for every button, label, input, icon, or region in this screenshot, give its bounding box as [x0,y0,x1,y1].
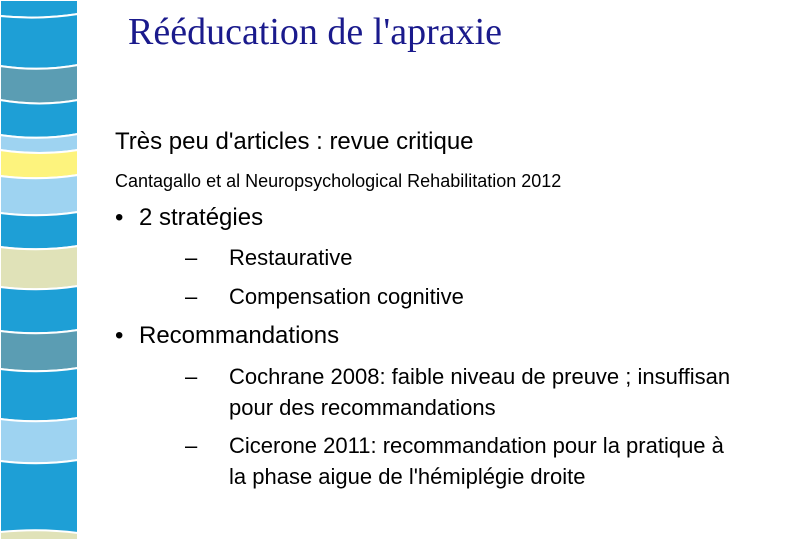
bullet-marker: • [115,204,124,231]
sub-item [185,245,353,271]
dash-marker: – [185,433,198,458]
dash-marker: – [185,284,198,309]
sub-item [185,364,731,390]
bullet-strategies [115,204,263,232]
intro-text: Très peu d'articles : revue critique [115,128,474,155]
bullet-marker: • [115,322,124,349]
dash-marker: – [185,364,198,389]
sub-item [185,433,724,459]
sub-item [185,284,464,310]
sub-item-label: Cicerone 2011: recommandation pour la pratique à [229,433,724,458]
dash-marker: – [185,245,198,270]
sub-item-label: Restaurative [229,245,353,270]
sub-item-continuation: pour des recommandations [229,395,496,420]
sub-item-label: Cochrane 2008: faible niveau de preuve ; insuffisan [229,364,731,389]
reference-text: Cantagallo et al Neuropsychological Rehabilitation 2012 [115,171,562,191]
slide-title: Rééducation de l'apraxie [128,11,503,53]
bullet-label: 2 stratégies [139,204,264,231]
sub-item-continuation: la phase aigue de l'hémiplégie droite [229,464,586,489]
sub-item-label: Compensation cognitive [229,284,464,309]
decorative-stripe [0,0,78,540]
bullet-label: Recommandations [139,322,340,349]
bullet-recommandations [115,322,339,350]
